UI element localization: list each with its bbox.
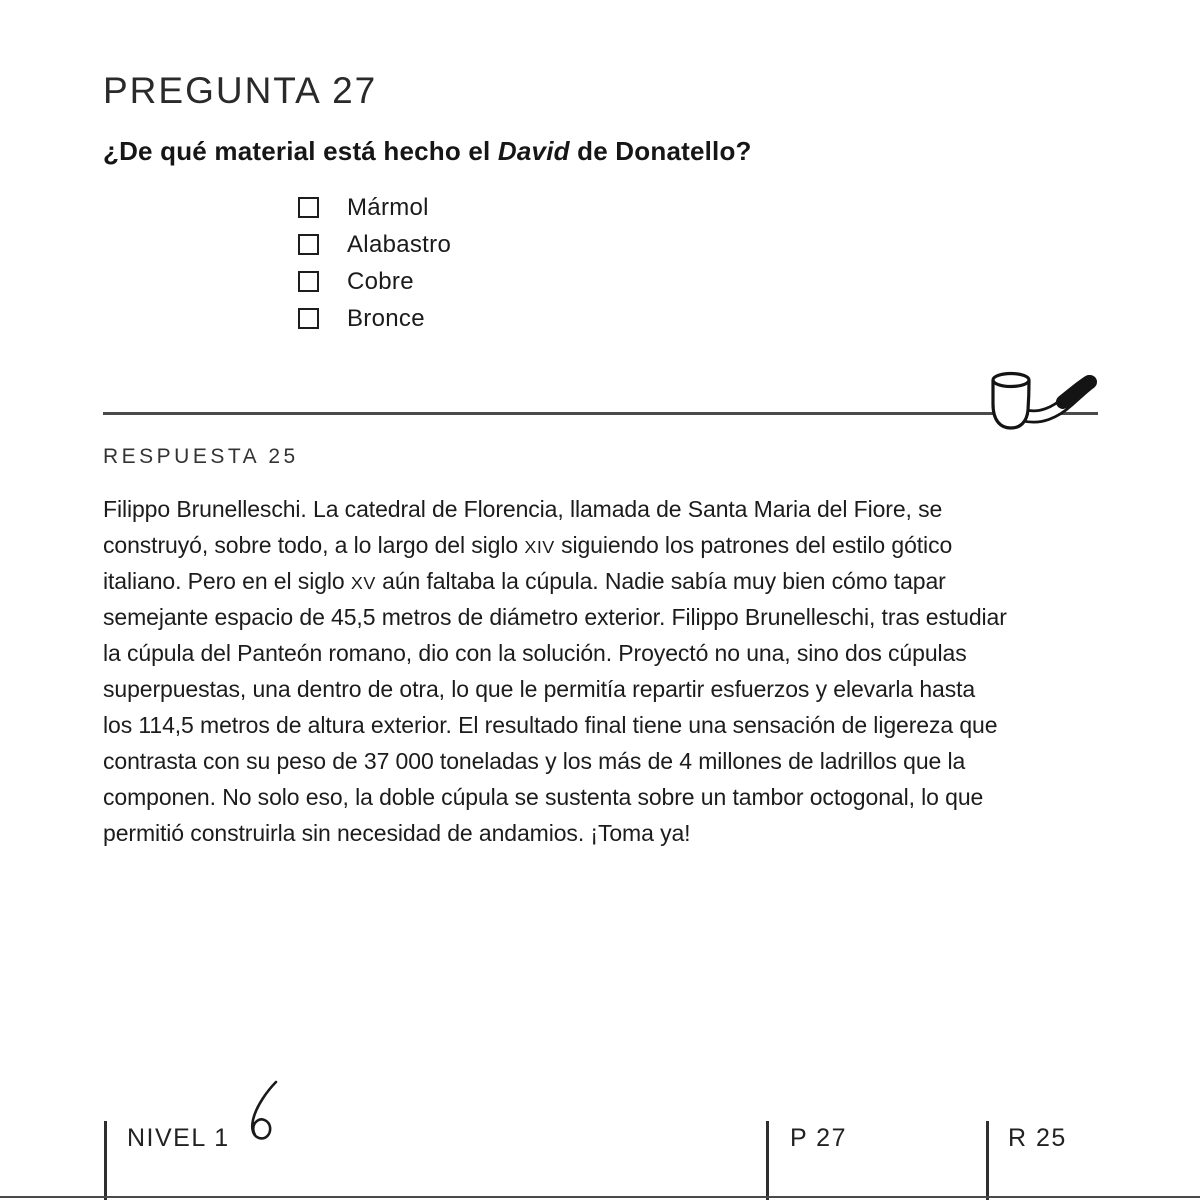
option-label: Alabastro <box>347 230 452 258</box>
handwritten-six-mark <box>243 1079 287 1141</box>
smoking-pipe-icon <box>983 368 1101 434</box>
option-row-bronce[interactable] <box>298 300 451 337</box>
answer-body-line: construyó, sobre todo, a lo largo del siglo XIV siguiendo los patrones del estilo gótico <box>103 532 953 558</box>
answer-body-line: superpuestas, una dentro de otra, lo que le permitía repartir esfuerzos y elevarla hasta <box>103 676 976 702</box>
option-label: Bronce <box>347 304 425 332</box>
option-label: Cobre <box>347 267 414 295</box>
answer-body-line: contrasta con su peso de 37 000 toneladas y los más de 4 millones de ladrillos que la <box>103 748 966 774</box>
answer-body <box>103 491 1123 851</box>
answer-body-line: Filippo Brunelleschi. La catedral de Florencia, llamada de Santa Maria del Fiore, se <box>103 496 943 522</box>
option-row-alabastro[interactable] <box>298 226 451 263</box>
footer-divider-bar <box>766 1121 769 1200</box>
answer-body-line: permitió construirla sin necesidad de andamios. ¡Toma ya! <box>103 820 691 846</box>
footer-divider-bar <box>986 1121 989 1200</box>
footer-page-ref: P 27 <box>790 1124 847 1152</box>
checkbox-icon[interactable] <box>298 234 319 255</box>
options-list <box>298 189 451 337</box>
footer-level-label: NIVEL 1 <box>127 1124 230 1152</box>
page-title: PREGUNTA 27 <box>103 70 378 111</box>
answer-title: RESPUESTA 25 <box>103 445 299 468</box>
question-prefix: ¿De qué material está hecho el <box>103 136 498 166</box>
page-bottom-edge-line <box>0 1196 1200 1198</box>
checkbox-icon[interactable] <box>298 197 319 218</box>
checkbox-icon[interactable] <box>298 308 319 329</box>
option-row-cobre[interactable] <box>298 263 451 300</box>
section-divider-line <box>103 412 1098 415</box>
option-label: Mármol <box>347 193 429 221</box>
answer-body-line: componen. No solo eso, la doble cúpula se sustenta sobre un tambor octogonal, lo que <box>103 784 984 810</box>
footer-divider-bar <box>104 1121 107 1200</box>
question-suffix: de Donatello? <box>569 136 752 166</box>
option-row-marmol[interactable] <box>298 189 451 226</box>
answer-body-line: semejante espacio de 45,5 metros de diámetro exterior. Filippo Brunelleschi, tras estudiar <box>103 604 1007 630</box>
question-text <box>103 136 752 167</box>
question-italic-word: David <box>497 136 570 166</box>
checkbox-icon[interactable] <box>298 271 319 292</box>
footer-answer-ref: R 25 <box>1008 1124 1067 1152</box>
answer-body-line: los 114,5 metros de altura exterior. El resultado final tiene una sensación de ligereza que <box>103 712 998 738</box>
answer-body-line: la cúpula del Panteón romano, dio con la solución. Proyectó no una, sino dos cúpulas <box>103 640 967 666</box>
answer-body-line: italiano. Pero en el siglo XV aún faltaba la cúpula. Nadie sabía muy bien cómo tapar <box>103 568 946 594</box>
